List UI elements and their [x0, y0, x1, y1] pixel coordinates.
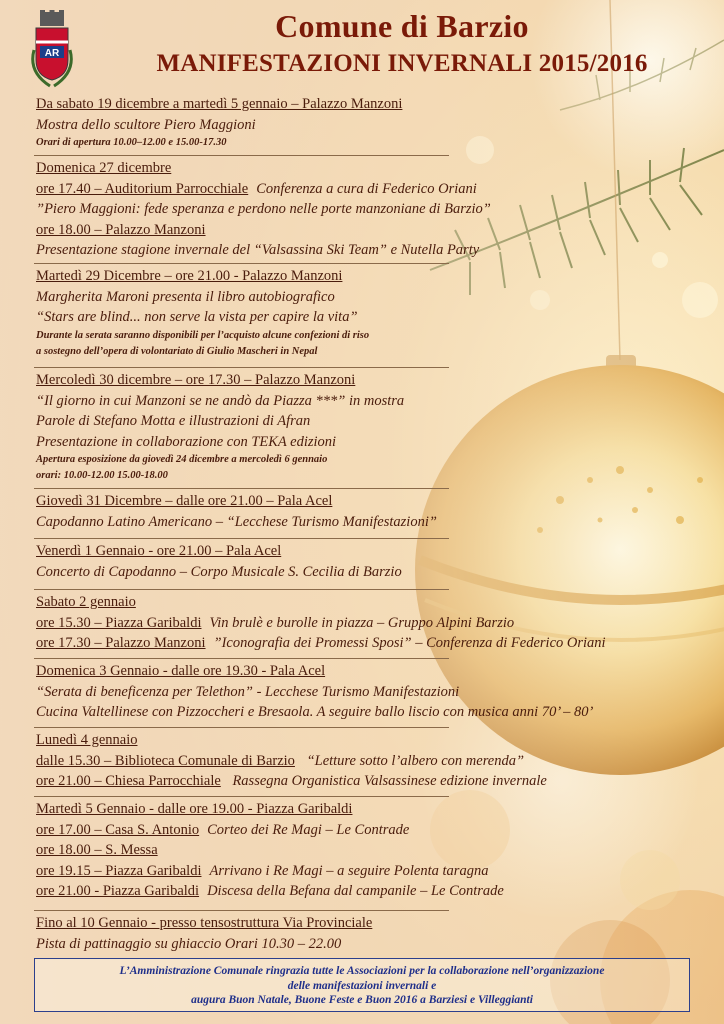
section-divider — [34, 796, 449, 797]
page-title: Comune di Barzio — [275, 8, 529, 44]
section-divider — [34, 538, 449, 539]
event-text: Corteo dei Re Magi – Le Contrade — [207, 821, 410, 838]
event-time-location: dalle 15.30 – Biblioteca Comunale di Barzio — [36, 752, 295, 769]
event-description — [36, 562, 724, 583]
event-heading — [36, 633, 724, 654]
event-block — [36, 592, 724, 654]
event-block — [36, 799, 724, 902]
event-note — [36, 468, 724, 484]
event-time-location: Lunedì 4 gennaio — [36, 732, 138, 748]
event-time-location: Sabato 2 gennaio — [36, 594, 136, 610]
event-heading — [36, 820, 724, 841]
municipal-crest-icon — [30, 10, 74, 88]
event-description — [36, 432, 724, 453]
event-time-location: Domenica 3 Gennaio - dalle ore 19.30 - Pala Acel — [36, 663, 326, 679]
event-block — [36, 158, 724, 261]
event-text: Concerto di Capodanno – Corpo Musicale S. Cecilia di Barzio — [36, 563, 402, 580]
event-heading — [36, 94, 724, 115]
event-note — [36, 135, 724, 151]
footer-line: delle manifestazioni invernali e — [287, 979, 437, 992]
event-time-location: Mercoledì 30 dicembre – ore 17.30 – Palazzo Manzoni — [36, 372, 356, 388]
event-text: Discesa della Befana dal campanile – Le Contrade — [207, 883, 504, 899]
event-description — [36, 702, 724, 723]
event-heading — [36, 861, 724, 882]
event-note — [36, 344, 724, 360]
event-time-location: ore 21.00 - Piazza Garibaldi — [36, 883, 200, 899]
event-description — [36, 512, 724, 533]
event-text: “Il giorno in cui Manzoni se ne andò da Piazza ***” in mostra — [36, 392, 405, 409]
event-heading — [36, 913, 724, 934]
event-description — [36, 411, 724, 432]
section-divider — [34, 155, 449, 156]
event-time-location: ore 21.00 – Chiesa Parrocchiale — [36, 773, 221, 789]
event-heading — [36, 266, 724, 287]
event-note — [36, 328, 724, 344]
event-block — [36, 541, 724, 582]
event-text: ”Piero Maggioni: fede speranza e perdono nelle porte manzoniane di Barzio” — [36, 201, 491, 217]
event-heading — [36, 840, 724, 861]
event-time-location: Martedì 29 Dicembre – ore 21.00 - Palazzo Manzoni — [36, 268, 343, 284]
event-block — [36, 913, 724, 954]
event-heading — [36, 613, 724, 634]
event-heading — [36, 661, 724, 682]
footer-line: L’Amministrazione Comunale ringrazia tutte le Associazioni per la collaborazione nell’organizzazione — [119, 965, 605, 977]
section-divider — [34, 367, 449, 368]
event-description — [36, 240, 724, 261]
event-text: Pista di pattinaggio su ghiaccio Orari 10.30 – 22.00 — [36, 935, 342, 952]
event-text: Capodanno Latino Americano – “Lecchese Turismo Manifestazioni” — [36, 513, 437, 530]
event-block — [36, 266, 724, 360]
event-heading — [36, 799, 724, 820]
page-subtitle: MANIFESTAZIONI INVERNALI 2015/2016 — [156, 50, 648, 77]
event-heading — [36, 541, 724, 562]
event-text: ”Iconografia dei Promessi Sposi” – Conferenza di Federico Oriani — [213, 635, 606, 651]
event-time-location: ore 18.00 – Palazzo Manzoni — [36, 221, 206, 238]
footer-line: augura Buon Natale, Buone Feste e Buon 2016 a Barziesi e Villeggianti — [191, 994, 533, 1006]
section-divider — [34, 910, 449, 911]
event-heading — [36, 491, 724, 512]
event-time-location: Martedì 5 Gennaio - dalle ore 19.00 - Piazza Garibaldi — [36, 801, 353, 817]
event-time-location: Da sabato 19 dicembre a martedì 5 gennaio – Palazzo Manzoni — [36, 96, 403, 112]
event-time-location: ore 17.30 – Palazzo Manzoni — [36, 635, 206, 651]
event-text: Presentazione in collaborazione con TEKA edizioni — [36, 433, 337, 450]
event-block — [36, 661, 724, 723]
event-text: Durante la serata saranno disponibili per l’acquisto alcune confezioni di riso — [36, 329, 370, 341]
event-time-location: ore 19.15 – Piazza Garibaldi — [36, 862, 202, 879]
crest-letters: AR — [44, 48, 60, 59]
event-block — [36, 370, 724, 484]
event-block — [36, 94, 724, 151]
event-heading — [36, 771, 724, 792]
event-note — [36, 452, 724, 468]
event-time-location: ore 17.40 – Auditorium Parrocchiale — [36, 180, 249, 197]
event-text: “Serata di beneficenza per Telethon” - Lecchese Turismo Manifestazioni — [36, 683, 460, 700]
event-heading — [36, 751, 724, 772]
event-time-location: Domenica 27 dicembre — [36, 160, 172, 176]
event-heading — [36, 881, 724, 902]
section-divider — [34, 727, 449, 728]
event-heading — [36, 592, 724, 613]
event-description — [36, 682, 724, 703]
section-divider — [34, 263, 449, 264]
event-description — [36, 934, 724, 955]
event-text: Presentazione stagione invernale del “Valsassina Ski Team” e Nutella Party — [36, 242, 480, 258]
event-text: Cucina Valtellinese con Pizzoccheri e Bresaola. A seguire ballo liscio con musica anni 70’ – 80’ — [36, 704, 594, 720]
event-description — [36, 199, 724, 220]
event-time-location: ore 18.00 – S. Messa — [36, 842, 158, 858]
event-time-location: Giovedì 31 Dicembre – dalle ore 21.00 – Pala Acel — [36, 493, 333, 509]
event-time-location: ore 15.30 – Piazza Garibaldi — [36, 614, 202, 631]
event-text: Parole di Stefano Motta e illustrazioni di Afran — [36, 413, 311, 429]
event-heading — [36, 179, 724, 200]
section-divider — [34, 658, 449, 659]
event-block — [36, 730, 724, 792]
event-block — [36, 491, 724, 532]
event-text: “Stars are blind... non serve la vista per capire la vita” — [36, 309, 358, 325]
event-description — [36, 287, 724, 308]
event-text: Margherita Maroni presenta il libro autobiografico — [36, 288, 335, 305]
event-time-location: Venerdì 1 Gennaio - ore 21.00 – Pala Acel — [36, 543, 282, 559]
event-text: Mostra dello scultore Piero Maggioni — [36, 116, 256, 133]
event-text: orari: 10.00-12.00 15.00-18.00 — [36, 470, 168, 481]
event-description — [36, 115, 724, 136]
event-heading — [36, 730, 724, 751]
event-heading — [36, 370, 724, 391]
event-description — [36, 391, 724, 412]
event-heading — [36, 158, 724, 179]
footer-message-box — [34, 958, 690, 1012]
event-description — [36, 307, 724, 328]
event-time-location: Fino al 10 Gennaio - presso tensostruttura Via Provinciale — [36, 915, 373, 931]
event-text: Orari di apertura 10.00–12.00 e 15.00-17.30 — [36, 137, 227, 148]
event-time-location: ore 17.00 – Casa S. Antonio — [36, 821, 200, 838]
event-heading — [36, 220, 724, 241]
event-text: Arrivano i Re Magi – a seguire Polenta taragna — [209, 862, 489, 879]
event-text: Apertura esposizione da giovedì 24 dicembre a mercoledì 6 gennaio — [36, 454, 328, 465]
event-text: Vin brulè e burolle in piazza – Gruppo Alpini Barzio — [209, 614, 515, 631]
event-text: Rassegna Organistica Valsassinese edizione invernale — [228, 773, 547, 789]
event-text: “Letture sotto l’albero con merenda” — [302, 752, 525, 769]
event-text: a sostegno dell’opera di volontariato di Giulio Mascheri in Nepal — [36, 345, 318, 357]
section-divider — [34, 488, 449, 489]
section-divider — [34, 589, 449, 590]
event-text: Conferenza a cura di Federico Oriani — [256, 180, 477, 197]
